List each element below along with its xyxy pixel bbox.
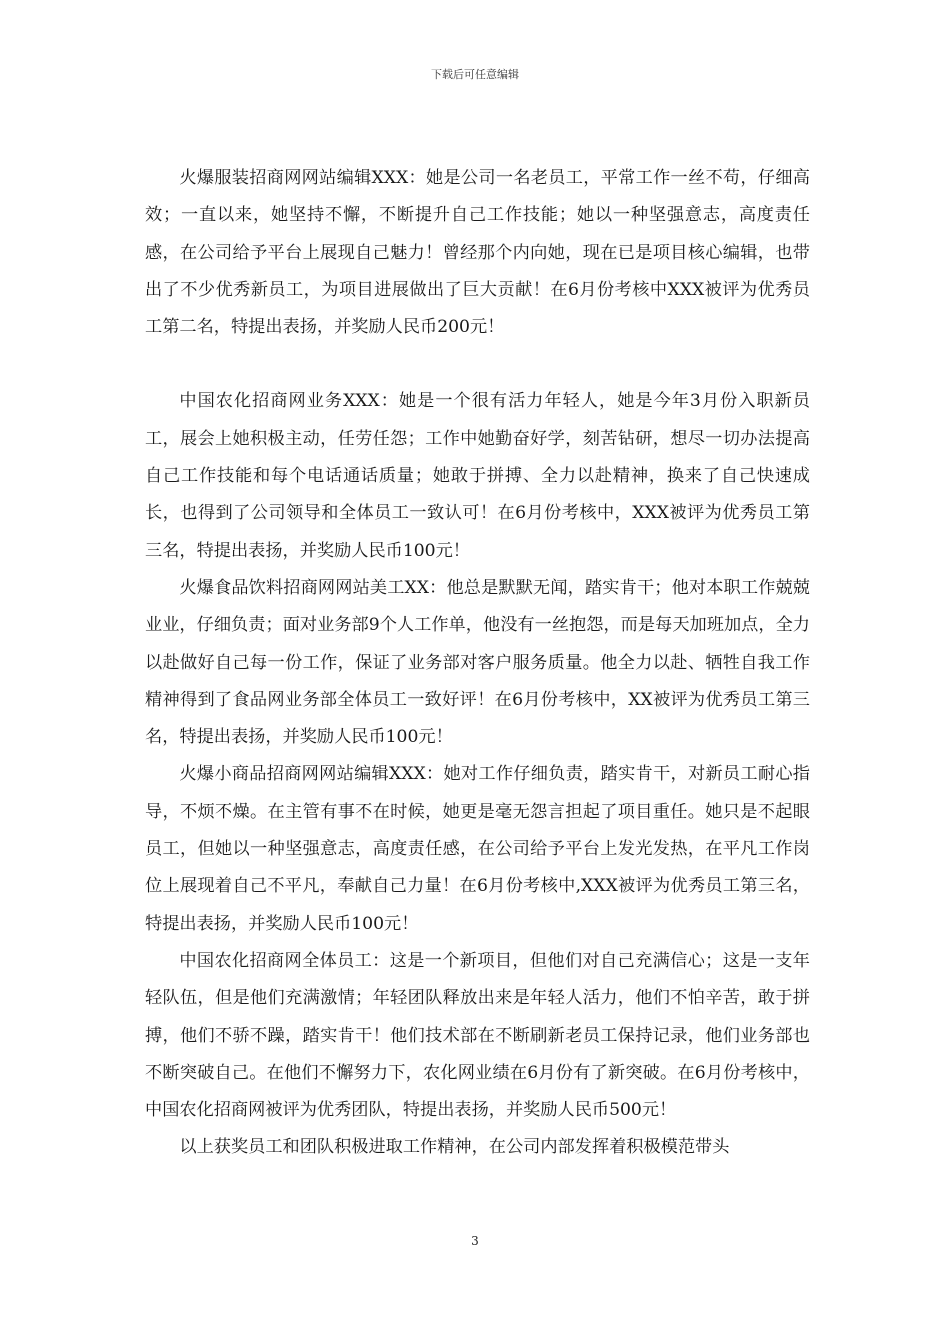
page-number: 3 <box>471 1234 479 1248</box>
page-header: 下载后可任意编辑 <box>431 68 519 81</box>
paragraph-award-agrochem-team: 中国农化招商网全体员工：这是一个新项目，但他们对自己充满信心；这是一支年轻队伍，但是他们充满激情；年轻团队释放出来是年轻人活力，他们不怕辛苦，敢于拼搏，他们不骄不躁，踏实肯干！他们技术部在不断刷新老员工保持记录，他们业务部也不断突破自己。在他们不懈努力下，农化网业绩在6月份有了新突破。在6月份考核中，中国农化招商网被评为优秀团队，特提出表扬，并奖励人民币500元！ <box>145 950 810 1121</box>
paragraph-award-food-designer: 火爆食品饮料招商网网站美工XX：他总是默默无闻，踏实肯干；他对本职工作兢兢业业，仔细负责；面对业务部9个人工作单，他没有一丝抱怨，而是每天加班加点，全力以赴做好自己每一份工作，保证了业务部对客户服务质量。他全力以赴、牺牲自我工作精神得到了食品网业务部全体员工一致好评！在6月份考核中，XX被评为优秀员工第三名，特提出表扬，并奖励人民币100元！ <box>145 577 810 748</box>
paragraph-award-clothing-editor: 火爆服装招商网网站编辑XXX：她是公司一名老员工，平常工作一丝不苟，仔细高效；一直以来，她坚持不懈，不断提升自己工作技能；她以一种坚强意志，高度责任感，在公司给予平台上展现自己魅力！曾经那个内向她，现在已是项目核心编辑，也带出了不少优秀新员工，为项目进展做出了巨大贡献！在6月份考核中XXX被评为优秀员工第二名，特提出表扬，并奖励人民币200元！ <box>145 168 810 338</box>
paragraph-award-smallgoods-editor: 火爆小商品招商网网站编辑XXX：她对工作仔细负责，踏实肯干，对新员工耐心指导，不烦不燥。在主管有事不在时候，她更是毫无怨言担起了项目重任。她只是不起眼员工，但她以一种坚强意志，高度责任感，在公司给予平台上发光发热，在平凡工作岗位上展现着自己不平凡，奉献自己力量！在6月份考核中,XXX被评为优秀员工第三名，特提出表扬，并奖励人民币100元！ <box>145 764 810 934</box>
document-body <box>145 160 810 1167</box>
paragraph-conclusion: 以上获奖员工和团队积极进取工作精神，在公司内部发挥着积极模范带头 <box>179 1137 730 1158</box>
paragraph-award-agrochem-sales: 中国农化招商网业务XXX：她是一个很有活力年轻人，她是今年3月份入职新员工，展会上她积极主动，任劳任怨；工作中她勤奋好学，刻苦钻研，想尽一切办法提高自己工作技能和每个电话通话质量；她敢于拼搏、全力以赴精神，换来了自己快速成长，也得到了公司领导和全体员工一致认可！在6月份考核中，XXX被评为优秀员工第三名，特提出表扬，并奖励人民币100元！ <box>145 391 810 561</box>
